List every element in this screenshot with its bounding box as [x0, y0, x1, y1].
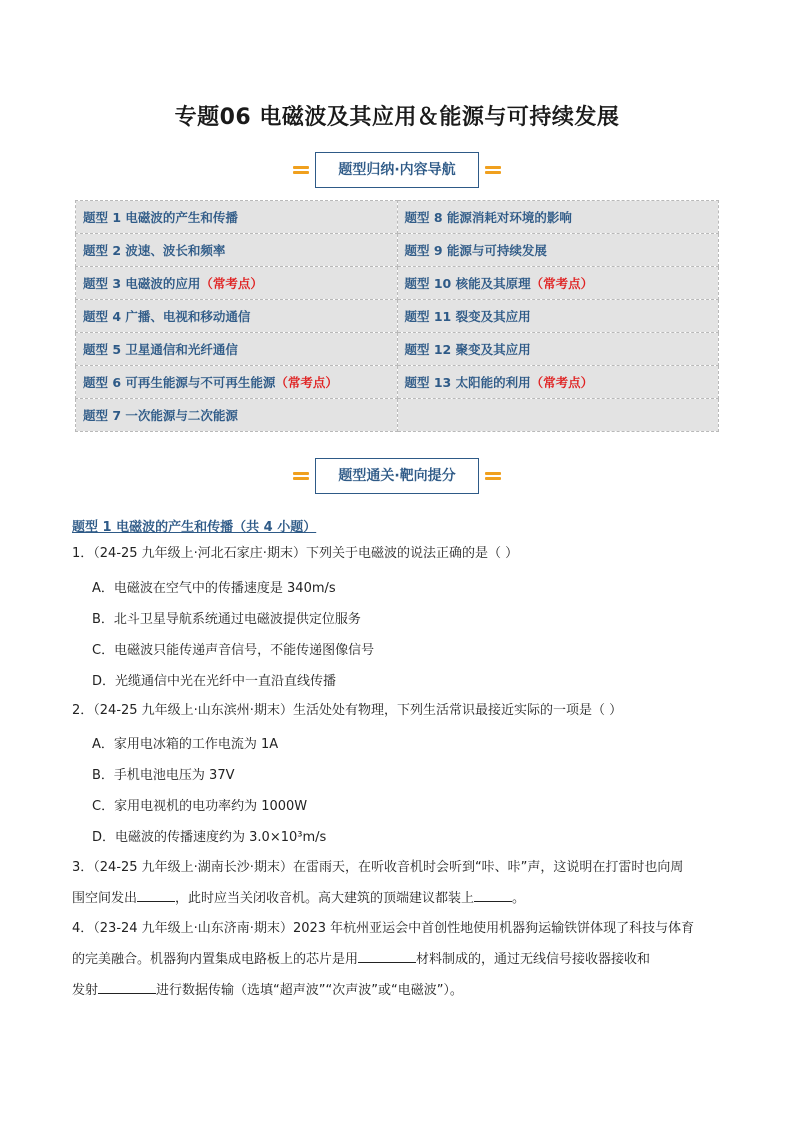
left-decoration-icon: [293, 471, 309, 481]
nav-cell[interactable]: [397, 201, 719, 234]
question-4-line-2: 的完美融合。机器狗内置集成电路板上的芯片是用 材料制成的，通过无线信号接收器接收和: [72, 944, 724, 975]
practice-badge: 题型通关·靶向提分: [315, 458, 478, 494]
nav-item-label: 题型 11 裂变及其应用: [404, 309, 531, 324]
question-4-line-3: 发射 进行数据传输（选填“超声波”“次声波”或“电磁波”）。: [72, 975, 724, 1006]
nav-cell[interactable]: [397, 333, 719, 366]
nav-row: [76, 234, 719, 267]
nav-item-label: 题型 2 波速、波长和频率: [83, 243, 226, 258]
question-1-option-a: A．电磁波在空气中的传播速度是 340m/s: [92, 581, 336, 596]
nav-row: [76, 267, 719, 300]
nav-row: [76, 300, 719, 333]
nav-item-label: 题型 5 卫星通信和光纤通信: [83, 342, 238, 357]
nav-header: [0, 152, 794, 188]
frequent-point-tag: （常考点）: [275, 375, 338, 390]
nav-item-label: 题型 9 能源与可持续发展: [404, 243, 547, 258]
nav-cell[interactable]: [397, 234, 719, 267]
practice-header: [0, 458, 794, 494]
nav-cell[interactable]: [76, 267, 398, 300]
question-2-option-d: D．电磁波的传播速度约为 3.0×10³m/s: [92, 830, 327, 845]
nav-item-label: 题型 7 一次能源与二次能源: [83, 408, 238, 423]
answer-blank[interactable]: [137, 887, 175, 902]
question-1-option-d: D．光缆通信中光在光纤中一直沿直线传播: [92, 674, 337, 689]
nav-cell[interactable]: [76, 234, 398, 267]
question-2-option-a: A．家用电冰箱的工作电流为 1A: [92, 737, 279, 752]
nav-cell[interactable]: [76, 399, 398, 432]
nav-cell: [397, 399, 719, 432]
section-title: 题型 1 电磁波的产生和传播（共 4 小题）: [72, 520, 317, 535]
nav-item-label: 题型 12 聚变及其应用: [404, 342, 531, 357]
question-3-line-1: 3．（24-25 九年级上·湖南长沙·期末）在雷雨天，在听收音机时会听到“咔、咔”声，这说明在打雷时也向周: [72, 860, 684, 875]
topic-nav-table: [75, 200, 719, 432]
nav-item-label: 题型 13 太阳能的利用: [404, 375, 531, 390]
question-2-stem: 2．（24-25 九年级上·山东滨州·期末）生活处处有物理，下列生活常识最接近实际的一项是（ ）: [72, 703, 623, 718]
question-1-option-b: B．北斗卫星导航系统通过电磁波提供定位服务: [92, 612, 361, 627]
nav-cell[interactable]: [76, 201, 398, 234]
page-title: 专题06 电磁波及其应用＆能源与可持续发展: [174, 105, 620, 130]
question-2-option-c: C．家用电视机的电功率约为 1000W: [92, 799, 308, 814]
frequent-point-tag: （常考点）: [530, 276, 594, 291]
question-4-line-1: 4．（23-24 九年级上·山东济南·期末）2023 年杭州亚运会中首创性地使用机器狗运输铁饼体现了科技与体育: [72, 921, 695, 936]
nav-cell[interactable]: [76, 300, 398, 333]
nav-badge: 题型归纳·内容导航: [315, 152, 478, 188]
nav-item-label: 题型 1 电磁波的产生和传播: [83, 210, 238, 225]
nav-cell[interactable]: [76, 366, 398, 399]
nav-item-label: 题型 10 核能及其原理: [404, 276, 531, 291]
right-decoration-icon: [485, 165, 501, 175]
nav-cell[interactable]: [76, 333, 398, 366]
nav-item-label: 题型 4 广播、电视和移动通信: [83, 309, 251, 324]
frequent-point-tag: （常考点）: [530, 375, 594, 390]
nav-cell[interactable]: [397, 366, 719, 399]
answer-blank[interactable]: [358, 948, 416, 963]
question-3: [72, 852, 724, 914]
nav-item-label: 题型 3 电磁波的应用: [83, 276, 201, 291]
frequent-point-tag: （常考点）: [200, 276, 263, 291]
nav-item-label: 题型 6 可再生能源与不可再生能源: [83, 375, 276, 390]
answer-blank[interactable]: [474, 887, 512, 902]
question-1-option-c: C．电磁波只能传递声音信号，不能传递图像信号: [92, 643, 375, 658]
right-decoration-icon: [485, 471, 501, 481]
nav-row: [76, 366, 719, 399]
nav-row: [76, 399, 719, 432]
nav-row: [76, 333, 719, 366]
answer-blank[interactable]: [98, 979, 156, 994]
question-4: [72, 913, 724, 1006]
nav-cell[interactable]: [397, 300, 719, 333]
question-2-option-b: B．手机电池电压为 37V: [92, 768, 235, 783]
nav-row: [76, 201, 719, 234]
question-3-line-2: 围空间发出 ，此时应当关闭收音机。高大建筑的顶端建议都装上 。: [72, 883, 724, 914]
left-decoration-icon: [293, 165, 309, 175]
question-1-stem: 1．（24-25 九年级上·河北石家庄·期末）下列关于电磁波的说法正确的是（ ）: [72, 546, 519, 561]
nav-item-label: 题型 8 能源消耗对环境的影响: [404, 210, 572, 225]
nav-cell[interactable]: [397, 267, 719, 300]
